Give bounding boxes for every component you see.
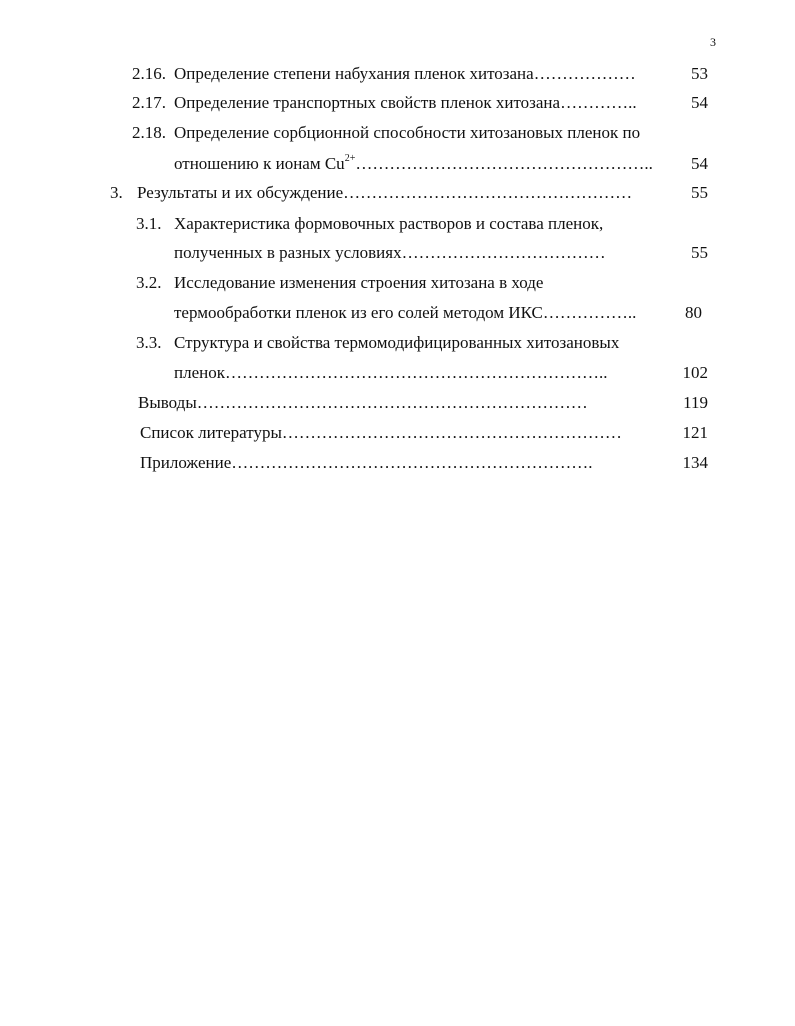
toc-entry-text: Список литературы <box>140 423 282 442</box>
toc-entry-page: 102 <box>682 363 708 382</box>
toc-entry-page: 55 <box>691 243 708 262</box>
toc-entry-page: 121 <box>682 423 708 442</box>
toc-entry-page: 80 <box>685 303 702 322</box>
toc-entry-text: Структура и свойства термомодифицированных хитозановых <box>174 333 620 352</box>
toc-entry-3-3 <box>136 330 708 356</box>
toc-entry-page: 53 <box>691 64 708 83</box>
toc-leader-dots: ………………………………………………………….. <box>224 363 608 382</box>
toc-entry-number: 3.2. <box>136 273 162 292</box>
toc-leader-dots: ………….. <box>560 93 637 112</box>
toc-entry-number: 3. <box>110 183 123 202</box>
toc-entry-number: 2.16. <box>132 64 166 83</box>
toc-leader-dots: …………………………………………………… <box>281 423 622 442</box>
toc-entry-2-16 <box>132 61 708 87</box>
toc-entry-title <box>137 180 632 206</box>
toc-entry-text: Приложение <box>140 453 232 472</box>
toc-entry-page: 134 <box>682 453 708 472</box>
toc-entry-title <box>140 450 593 476</box>
toc-entry-conclusions <box>138 390 708 416</box>
toc-leader-dots: …………………………………………… <box>343 183 633 202</box>
toc-entry-text: отношению к ионам Cu <box>174 154 345 173</box>
toc-entry-text: пленок <box>174 363 225 382</box>
toc-entry-title <box>174 151 653 177</box>
toc-entry-number: 3.3. <box>136 333 162 352</box>
toc-entry-title <box>174 360 607 386</box>
toc-leader-dots: ……………… <box>533 64 636 83</box>
toc-entry-text: Исследование изменения строения хитозана в ходе <box>174 273 544 292</box>
toc-entry-title <box>174 300 636 326</box>
toc-entry-title <box>138 390 588 416</box>
toc-leader-dots: …………………………………………………………… <box>196 393 588 412</box>
toc-entry-3-2-continuation <box>174 300 702 326</box>
toc-entry-3-1 <box>136 211 708 237</box>
toc-entry-page: 54 <box>691 154 708 173</box>
toc-entry-2-17 <box>132 90 708 116</box>
toc-entry-references <box>140 420 708 446</box>
toc-entry-title <box>174 240 606 266</box>
toc-entry-3-1-continuation <box>174 240 708 266</box>
toc-entry-text: Определение степени набухания пленок хитозана <box>174 64 534 83</box>
toc-entry-text: полученных в разных условиях <box>174 243 402 262</box>
toc-entry-title <box>140 420 622 446</box>
toc-entry-text: Характеристика формовочных растворов и состава пленок, <box>174 214 604 233</box>
toc-leader-dots: …………….. <box>542 303 637 322</box>
toc-entry-2-18-continuation <box>174 151 708 177</box>
toc-entry-2-18 <box>132 120 708 146</box>
toc-leader-dots: ……………………………… <box>401 243 606 262</box>
toc-entry-page: 55 <box>691 183 708 202</box>
toc-entry-page: 119 <box>683 393 708 412</box>
page-number: 3 <box>710 35 716 49</box>
toc-leader-dots: ………………………………………………………. <box>231 453 593 472</box>
toc-entry-text: Определение сорбционной способности хитозановых пленок по <box>174 123 641 142</box>
toc-entry-title <box>174 90 637 116</box>
toc-entry-text: термообработки пленок из его солей методом ИКС <box>174 303 543 322</box>
toc-entry-title <box>174 61 636 87</box>
toc-entry-text: Определение транспортных свойств пленок хитозана <box>174 93 561 112</box>
toc-entry-3 <box>110 180 708 206</box>
toc-entry-number: 2.18. <box>132 123 166 142</box>
toc-entry-number: 3.1. <box>136 214 162 233</box>
toc-entry-text: Выводы <box>138 393 197 412</box>
toc-entry-number: 2.17. <box>132 93 166 112</box>
toc-entry-text: Результаты и их обсуждение <box>137 183 344 202</box>
toc-entry-superscript: 2+ <box>344 153 356 164</box>
toc-entry-page: 54 <box>691 93 708 112</box>
toc-entry-3-3-continuation <box>174 360 708 386</box>
toc-entry-3-2 <box>136 270 708 296</box>
toc-leader-dots: …………………………………………….. <box>355 154 653 173</box>
toc-entry-appendix <box>140 450 708 476</box>
